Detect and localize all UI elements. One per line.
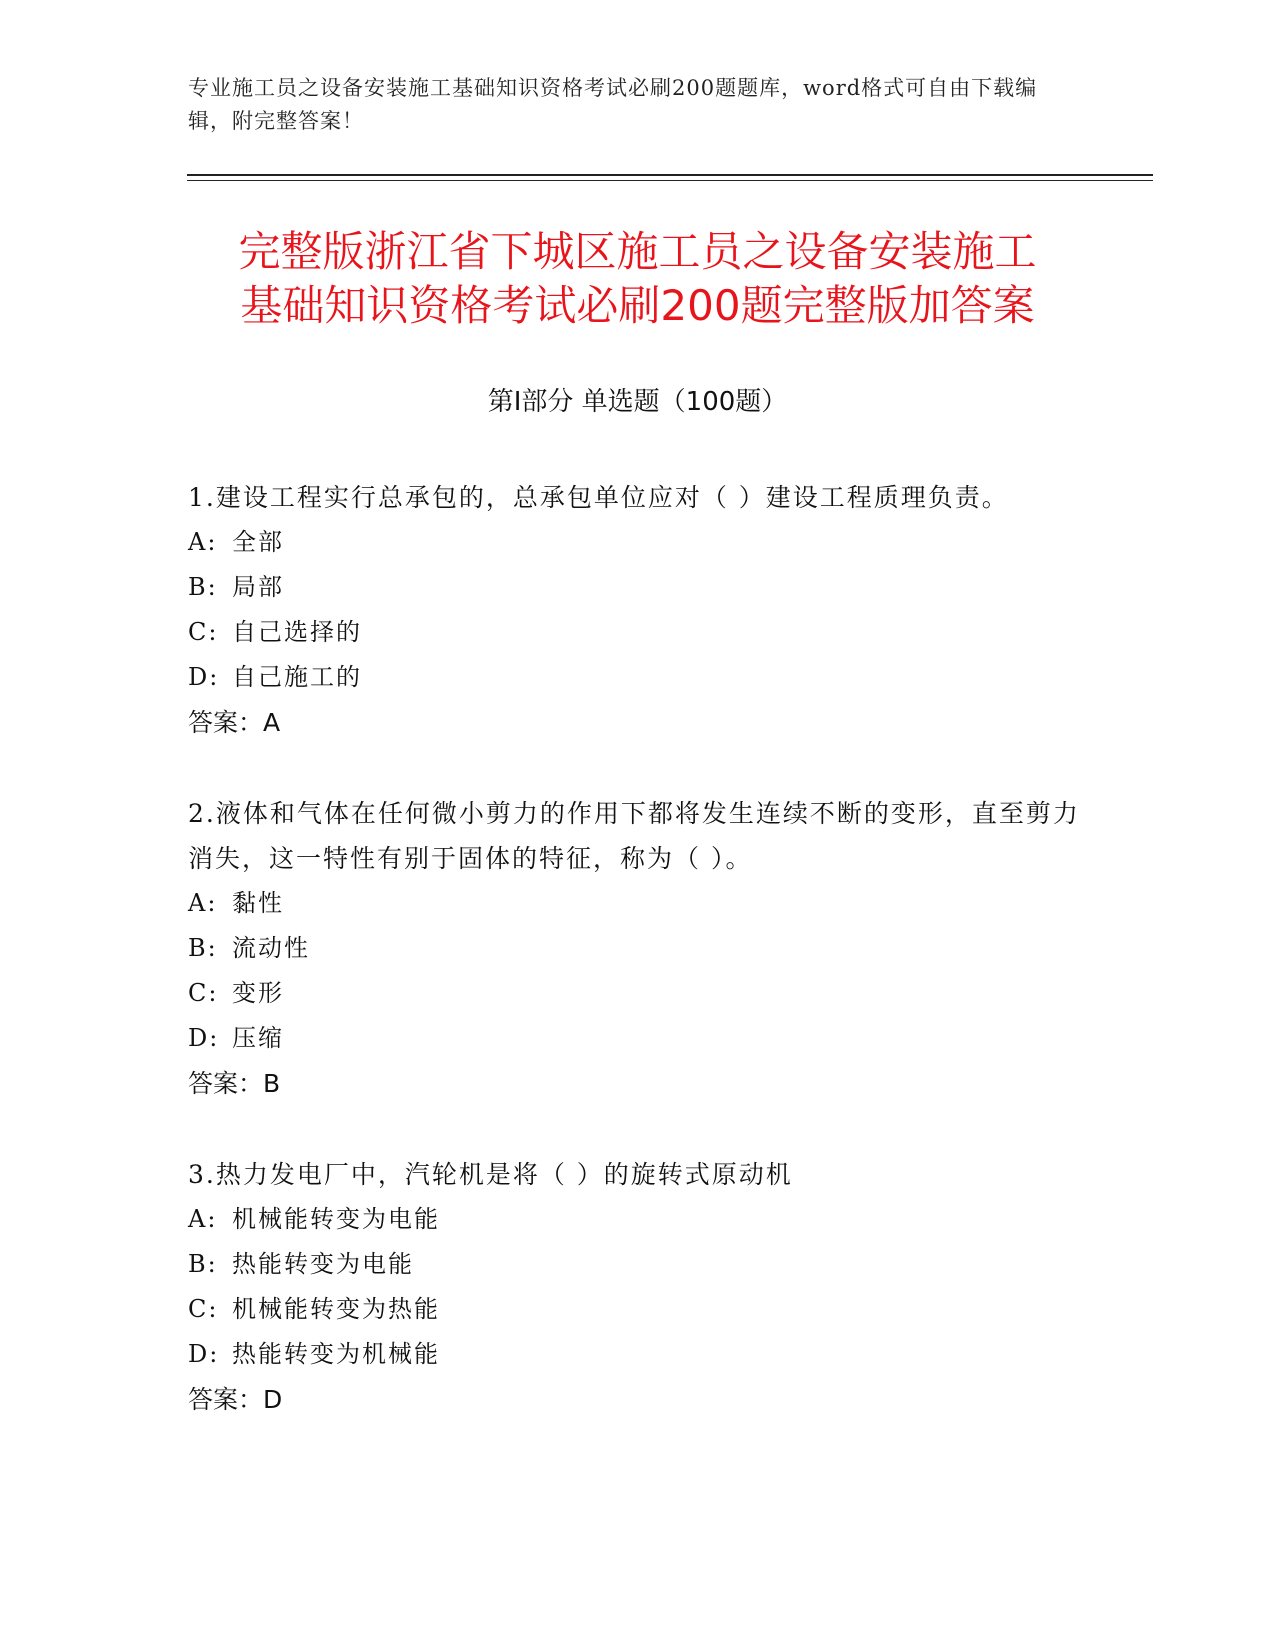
option-text: 机械能转变为热能 [232, 1295, 440, 1323]
option-letter: D: [188, 1024, 220, 1052]
option-c [188, 971, 1088, 1016]
option-letter: B: [188, 934, 218, 962]
question-2 [188, 791, 1088, 1106]
option-text: 全部 [232, 528, 284, 556]
option-text: 压缩 [232, 1024, 284, 1052]
option-a [188, 881, 1088, 926]
answer: 答案：D [188, 1385, 283, 1414]
header-divider-thin [187, 180, 1153, 181]
option-letter: C: [188, 1295, 219, 1323]
option-b [188, 565, 1088, 610]
option-text: 自己选择的 [232, 618, 362, 646]
option-letter: C: [188, 618, 219, 646]
document-title [100, 225, 1175, 333]
question-1 [188, 475, 1088, 745]
question-stem: 1.建设工程实行总承包的，总承包单位应对（ ）建设工程质理负责。 [188, 483, 1009, 512]
question-stem: 2.液体和气体在任何微小剪力的作用下都将发生连续不断的变形，直至剪力消失，这一特性有别于固体的特征，称为（ ）。 [188, 799, 1080, 873]
header-divider-thick [187, 174, 1153, 176]
option-text: 黏性 [232, 889, 284, 917]
option-text: 局部 [232, 573, 284, 601]
option-a [188, 520, 1088, 565]
option-b [188, 1242, 1088, 1287]
title-line-2: 基础知识资格考试必刷200题完整版加答案 [240, 281, 1035, 330]
option-c [188, 1287, 1088, 1332]
answer: 答案：A [188, 708, 281, 737]
option-text: 流动性 [232, 934, 310, 962]
title-line-1: 完整版浙江省下城区施工员之设备安装施工 [238, 227, 1037, 276]
option-text: 热能转变为机械能 [232, 1340, 440, 1368]
option-d [188, 1016, 1088, 1061]
option-letter: A: [188, 1205, 218, 1233]
option-text: 热能转变为电能 [232, 1250, 414, 1278]
option-letter: B: [188, 1250, 218, 1278]
option-letter: A: [188, 889, 218, 917]
question-3 [188, 1152, 1088, 1422]
option-b [188, 926, 1088, 971]
question-stem: 3.热力发电厂中，汽轮机是将（ ）的旋转式原动机 [188, 1160, 793, 1189]
option-letter: A: [188, 528, 218, 556]
section-title: 第I部分 单选题（100题） [487, 387, 788, 417]
option-letter: C: [188, 979, 219, 1007]
option-letter: D: [188, 1340, 220, 1368]
option-text: 自己施工的 [232, 663, 362, 691]
option-text: 机械能转变为电能 [232, 1205, 440, 1233]
question-list [188, 475, 1088, 1468]
option-a [188, 1197, 1088, 1242]
answer: 答案：B [188, 1069, 281, 1098]
option-c [188, 610, 1088, 655]
option-d [188, 1332, 1088, 1377]
option-letter: D: [188, 663, 220, 691]
option-d [188, 655, 1088, 700]
option-letter: B: [188, 573, 218, 601]
intro-text: 专业施工员之设备安装施工基础知识资格考试必刷200题题库，word格式可自由下载编辑，附完整答案！ [188, 76, 1038, 133]
option-text: 变形 [232, 979, 284, 1007]
